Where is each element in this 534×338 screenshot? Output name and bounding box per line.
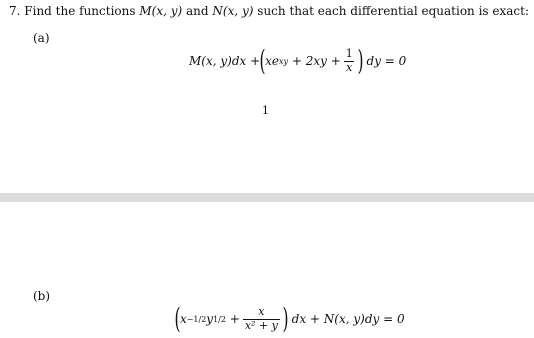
function-m: M(x, y) [139, 4, 183, 18]
eq-b-frac-num: x [258, 305, 265, 319]
open-paren: ( [174, 302, 181, 335]
statement-suffix: such that each differential equation is exact: [257, 4, 530, 18]
statement-and: and [186, 4, 209, 18]
eq-a-term2: + 2xy + [291, 54, 341, 68]
eq-b-tail: dx + N(x, y)dy = 0 [291, 312, 405, 326]
equation-a [189, 44, 406, 78]
close-paren: ) [357, 44, 364, 77]
eq-b-exp-y: 1/2 [213, 314, 226, 324]
problem-statement [9, 4, 529, 18]
eq-b-base-x: x [179, 312, 187, 326]
eq-b-base-y: y [206, 312, 214, 326]
eq-b-frac-den: x² + y [244, 318, 278, 332]
eq-a-tail: dy = 0 [366, 54, 407, 68]
statement-prefix: Find the functions [24, 4, 136, 18]
page-number: 1 [262, 104, 269, 117]
page-divider [0, 193, 534, 202]
eq-a-lhs: M(x, y)dx + [189, 54, 261, 68]
open-paren: ( [259, 44, 266, 77]
equation-b [175, 302, 405, 336]
eq-a-fraction [344, 48, 355, 73]
problem-number: 7. [9, 4, 21, 18]
eq-b-exp-x: −1/2 [186, 314, 207, 324]
eq-a-frac-num: 1 [345, 47, 353, 61]
eq-a-term1-exp: xy [278, 56, 288, 66]
function-n: N(x, y) [212, 4, 254, 18]
eq-a-frac-den: x [346, 60, 353, 74]
close-paren: ) [282, 302, 289, 335]
part-b-label: (b) [33, 289, 51, 303]
eq-a-term1: xe [265, 54, 279, 68]
eq-b-plus: + [229, 312, 240, 326]
part-a-label: (a) [33, 31, 50, 45]
eq-b-fraction [243, 306, 280, 331]
